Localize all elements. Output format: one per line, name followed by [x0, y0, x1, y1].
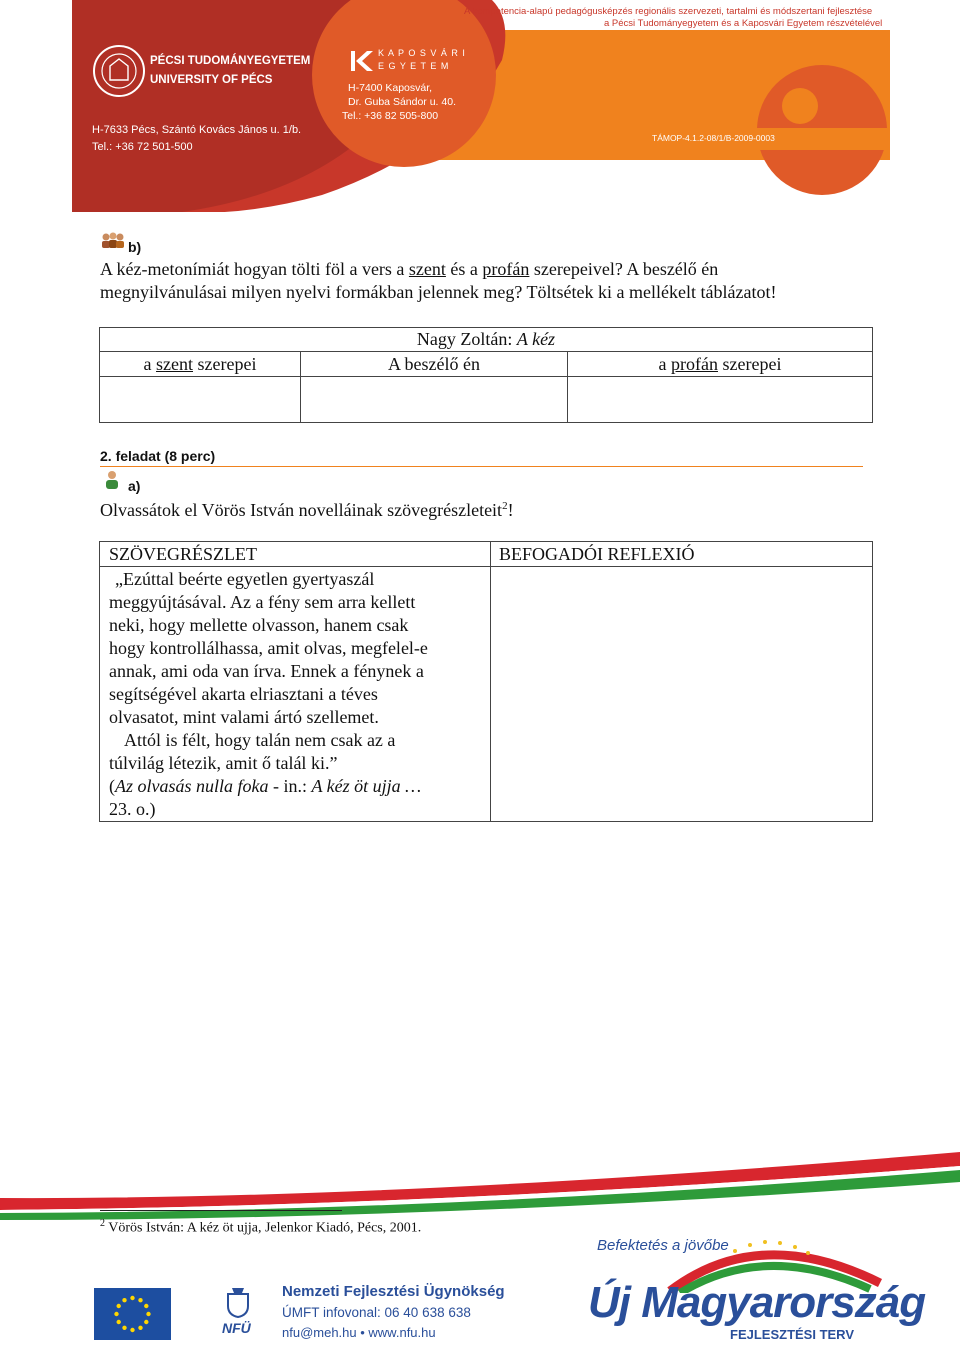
footnote-text: Vörös István: A kéz öt ujja, Jelenkor Kiadó, Pécs, 2001.: [108, 1220, 422, 1236]
excerpt-header: SZÖVEGRÉSZLET: [100, 542, 491, 567]
col3-text-b: szerepei: [718, 354, 782, 374]
header-tagline-1: A kompetencia-alapú pedagógusképzés regionális szervezeti, tartalmi és módszertani fejlesztése: [464, 6, 873, 17]
pte-seal-icon: [92, 44, 146, 98]
project-code: TÁMOP-4.1.2-08/1/B-2009-0003: [652, 133, 775, 143]
footnote-ref[interactable]: 2: [502, 500, 508, 512]
ke-logo-icon: [350, 50, 374, 72]
col1-text-b: szerepei: [193, 354, 257, 374]
excerpt-line: segítségével akarta elriasztani a téves: [109, 684, 378, 704]
excerpt-line: meggyújtásával. Az a fény sem arra kellett: [109, 592, 416, 612]
cell-profan-answer[interactable]: [568, 377, 873, 423]
ke-name-2: E G Y E T E M: [378, 61, 450, 71]
task2-instruction-end: !: [507, 500, 514, 520]
slogan: Befektetés a jövőbe: [597, 1237, 729, 1254]
roles-table-work: A kéz: [516, 329, 556, 349]
header-tagline-2: a Pécsi Tudományegyetem és a Kaposvári Egyetem részvételével: [604, 18, 883, 29]
excerpt-line: olvasatot, mint valami ártó szellemet.: [109, 707, 379, 727]
excerpt-line: „Ezúttal beérte egyetlen gyertyaszál: [115, 569, 375, 589]
pte-address: H-7633 Pécs, Szántó Kovács János u. 1/b.: [92, 124, 302, 136]
brand-main: Új Magyarország: [588, 1278, 926, 1327]
excerpt-line: neki, hogy mellette olvasson, hanem csak: [109, 615, 409, 635]
excerpt-line: Attól is félt, hogy talán nem csak az a: [124, 730, 396, 750]
excerpt-source-page: 23. o.): [109, 799, 156, 819]
col1-text-a: a: [143, 354, 157, 374]
person-icon: [104, 470, 120, 490]
excerpt-line: hogy kontrollálhassa, amit olvas, megfelel-e: [109, 638, 428, 658]
pte-name-en: UNIVERSITY OF PÉCS: [150, 74, 273, 86]
agency-name: Nemzeti Fejlesztési Ügynökség: [282, 1283, 505, 1300]
ke-address-1: H-7400 Kaposvár,: [348, 82, 433, 94]
people-icon: [100, 231, 126, 249]
col3-text-a: a: [658, 354, 672, 374]
task-b-question-line2: megnyilvánulásai milyen nyelvi formákban jelennek meg? Töltsétek ki a mellékelt táblázatot!: [100, 282, 777, 302]
col1-szent: szent: [156, 354, 193, 374]
col-header-szent: [100, 352, 301, 377]
task2-a-label: a): [128, 478, 141, 494]
brand-sub: FEJLESZTÉSI TERV: [730, 1327, 855, 1342]
task-b-profan: profán: [482, 259, 530, 279]
header-banner: [72, 0, 890, 212]
nfu-crest-icon: [225, 1286, 251, 1318]
excerpt-line: túlvilág létezik, amit ő talál ki.”: [109, 753, 338, 773]
task-b-text-1: A kéz-metonímiát hogyan tölti föl a vers a: [100, 259, 409, 279]
task-b-szent: szent: [408, 259, 446, 279]
col3-profan: profán: [671, 354, 718, 374]
source-open: (: [109, 776, 115, 796]
footnote-separator: [100, 1210, 342, 1211]
infoline: ÚMFT infovonal: 06 40 638 638: [282, 1305, 471, 1320]
contact-line: nfu@meh.hu • www.nfu.hu: [282, 1325, 436, 1340]
task-b-text-3: szerepeivel? A beszélő én: [529, 259, 719, 279]
roles-table-title: [100, 328, 873, 352]
roles-table-author: Nagy Zoltán:: [416, 329, 517, 349]
task-b-label: b): [128, 239, 142, 255]
ke-address-2: Dr. Guba Sándor u. 40.: [348, 96, 456, 108]
ke-name-1: K A P O S V Á R I: [378, 48, 466, 58]
task2-heading: 2. feladat (8 perc): [100, 448, 216, 464]
source-mid: - in.:: [268, 776, 312, 796]
reflection-header: BEFOGADÓI REFLEXIÓ: [491, 542, 873, 567]
excerpt-body: [100, 567, 491, 822]
task2-instruction-text: Olvassátok el Vörös István novelláinak szövegrészleteit: [100, 500, 503, 520]
footnote: [100, 1218, 421, 1237]
excerpt-source: [109, 775, 490, 798]
excerpt-line: annak, ami oda van írva. Ennek a fénynek a: [109, 661, 424, 681]
header-graphic: [72, 0, 890, 212]
cell-szent-answer[interactable]: [100, 377, 301, 423]
col-header-speaker: A beszélő én: [301, 352, 568, 377]
col-header-profan: [568, 352, 873, 377]
roles-table: [99, 327, 873, 423]
task2-instruction: [100, 495, 514, 522]
cell-speaker-answer[interactable]: [301, 377, 568, 423]
excerpt-table: [99, 541, 873, 822]
source-book: A kéz öt ujja …: [311, 776, 422, 796]
task-b-text-2: és a: [445, 259, 483, 279]
ke-phone: Tel.: +36 82 505-800: [342, 110, 439, 122]
footnote-mark: 2: [100, 1218, 105, 1229]
task2-divider: [100, 466, 863, 467]
pte-phone: Tel.: +36 72 501-500: [92, 141, 193, 153]
reflection-answer-cell[interactable]: [491, 567, 873, 822]
source-title: Az olvasás nulla foka: [115, 776, 269, 796]
eu-flag-icon: [94, 1288, 171, 1340]
pte-name-hu: PÉCSI TUDOMÁNYEGYETEM: [150, 55, 311, 67]
task-b-question-line1: [100, 258, 718, 281]
nfu-logo-text: NFÜ: [222, 1320, 251, 1336]
